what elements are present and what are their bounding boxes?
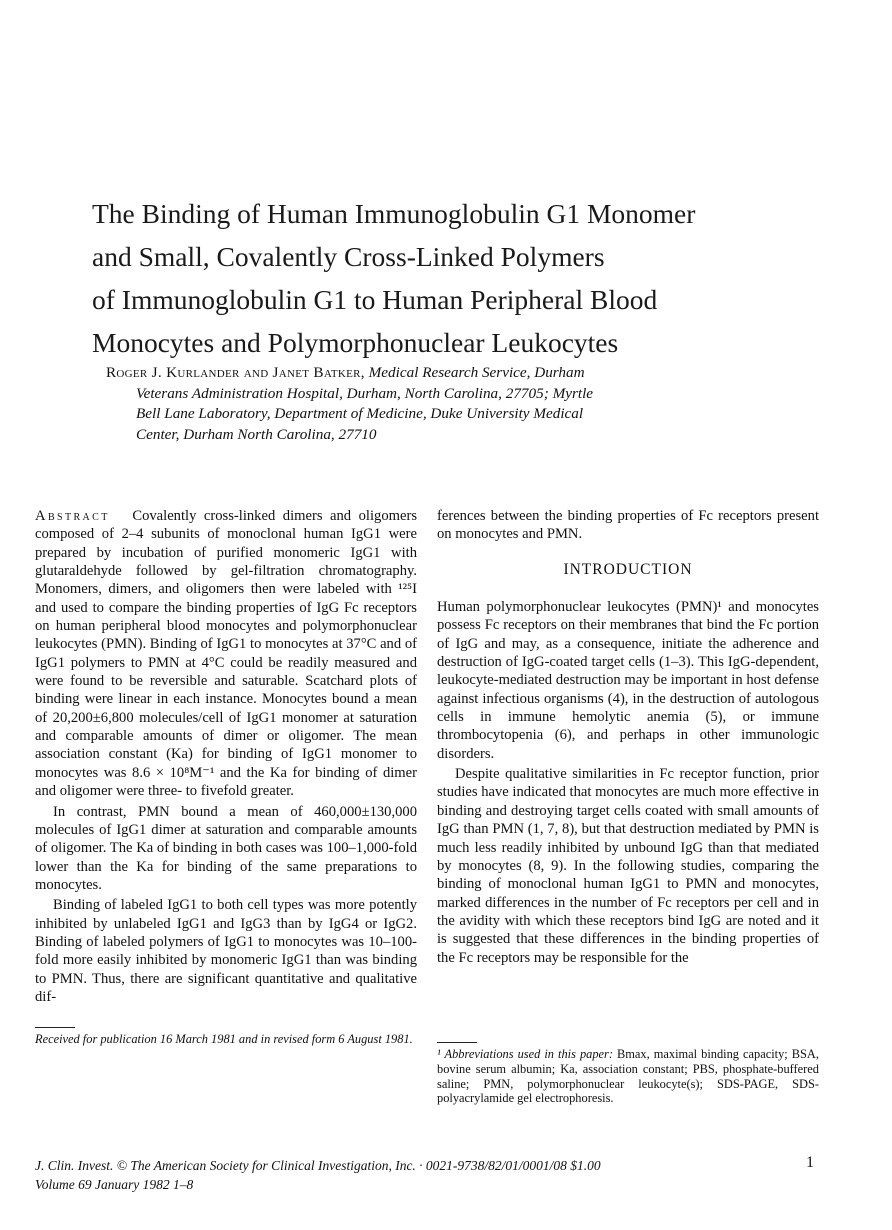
section-heading: INTRODUCTION — [563, 560, 693, 578]
affiliation-line: Medical Research Service, Durham — [368, 364, 585, 381]
title-line: of Immunoglobulin G1 to Human Peripheral Blood — [92, 284, 658, 315]
journal-footer — [35, 1156, 825, 1194]
volume-info: Volume 69 January 1982 1–8 — [35, 1177, 194, 1192]
article-title — [92, 192, 812, 364]
footnote-rule — [437, 1042, 477, 1043]
affiliation-line: Bell Lane Laboratory, Department of Medicine, Duke University Medical — [136, 405, 584, 422]
abstract-text: Covalently cross-linked dimers and oligomers composed of 2–4 subunits of monoclonal human IgG1 were prepared by incubation of purified monomeric IgG1 with glutaraldehyde followed by gel-filtration chromatography. Monomers, dimers, and oligomers then were labeled with ¹²⁵I and used to compare the binding properties of IgG Fc receptors on human peripheral blood monocytes and polymorphonuclear leukocytes (PMN). Binding of IgG1 to monocytes at 37°C and of IgG1 polymers to PMN at 4°C could be readily measured and were found to be reversible and saturable. Scatchard plots of binding were linear in each instance. Monocytes bound a mean of 20,200±6,800 molecules/cell of IgG1 monomer at saturation and comparable amounts of dimer or oligomer. The mean association constant (Ka) for binding of IgG1 monomer to monocytes was 8.6 × 10⁸M⁻¹ and the Ka for binding of dimer and oligomer were three- to fivefold greater. — [35, 508, 417, 800]
author-block — [106, 363, 746, 445]
abstract-continuation: ferences between the binding properties of Fc receptors present on monocytes and PMN. — [437, 508, 819, 543]
abbreviations-footnote — [437, 1047, 819, 1106]
abstract-paragraph: In contrast, PMN bound a mean of 460,000±130,000 molecules of IgG1 dimer at saturation and comparable amounts of oligomer. The Ka of binding in both cases was 100–1,000-fold lower than the Ka for binding of the same preparations to monocytes. — [35, 803, 417, 893]
abbreviations-label: ¹ Abbreviations used in this paper: — [437, 1047, 613, 1061]
affiliation-line: Center, Durham North Carolina, 27710 — [136, 425, 377, 443]
title-line: The Binding of Human Immunoglobulin G1 Monomer — [92, 198, 696, 229]
abstract-paragraph — [35, 507, 417, 801]
received-footnote: Received for publication 16 March 1981 and in revised form 6 August 1981. — [35, 1032, 413, 1046]
affiliation-line: Veterans Administration Hospital, Durham, North Carolina, 27705; Myrtle — [136, 384, 594, 402]
body-paragraph: Despite qualitative similarities in Fc receptor function, prior studies have indicated that monocytes are much more effective in binding and destroying target cells coated with small amounts of IgG than PMN (1, 7, 8), but that destruction mediated by PMN is much less readily inhibited by unbound IgG than that mediated by monocytes (8, 9). In the following studies, comparing the binding of monoclonal human IgG1 to PMN and monocytes, marked differences in the number of Fc receptors per cell and in the avidity with which these receptors bind IgG are noted and it is suggested that these differences in the binding properties of the Fc receptors may be responsible for the — [437, 766, 819, 966]
page-number: 1 — [806, 1154, 814, 1171]
right-column — [437, 507, 819, 967]
body-paragraph: Human polymorphonuclear leukocytes (PMN)¹ and monocytes possess Fc receptors on their membranes that bind the Fc portion of IgG and may, as a consequence, initiate the adherence and destruction of IgG-coated target cells (1–3). This IgG-dependent, leukocyte-mediated destruction may be important in host defense against infectious organisms (4), in the destruction of autologous cells in immune hemolytic anemia (5), or immune thrombocytopenia (6), and perhaps in other immunologic disorders. — [437, 599, 819, 762]
footnote-rule — [35, 1027, 75, 1028]
journal-citation: J. Clin. Invest. © The American Society for Clinical Investigation, Inc. · 0021-9738/82/01/0001/08 $1.00 — [35, 1158, 601, 1173]
abbreviations-text: Bmax, maximal binding capacity; BSA, bovine serum albumin; Ka, association constant; PBS, phosphate-buffered saline; PMN, polymorphonuclear leukocyte(s); SDS-PAGE, SDS-polyacrylamide gel electrophoresis. — [437, 1047, 819, 1106]
abstract-label: Abstract — [35, 508, 110, 524]
title-line: and Small, Covalently Cross-Linked Polymers — [92, 241, 605, 272]
abstract-paragraph: Binding of labeled IgG1 to both cell types was more potently inhibited by unlabeled IgG1 and IgG3 than by IgG4 or IgG2. Binding of labeled polymers of IgG1 to monocytes was 10–100-fold more easily inhibited by monomeric IgG1 than was binding to PMN. Thus, there are significant quantitative and qualitative dif- — [35, 897, 417, 1005]
left-column — [35, 507, 417, 1006]
title-line: Monocytes and Polymorphonuclear Leukocytes — [92, 327, 619, 358]
author-names: Roger J. Kurlander and Janet Batker, — [106, 364, 365, 381]
